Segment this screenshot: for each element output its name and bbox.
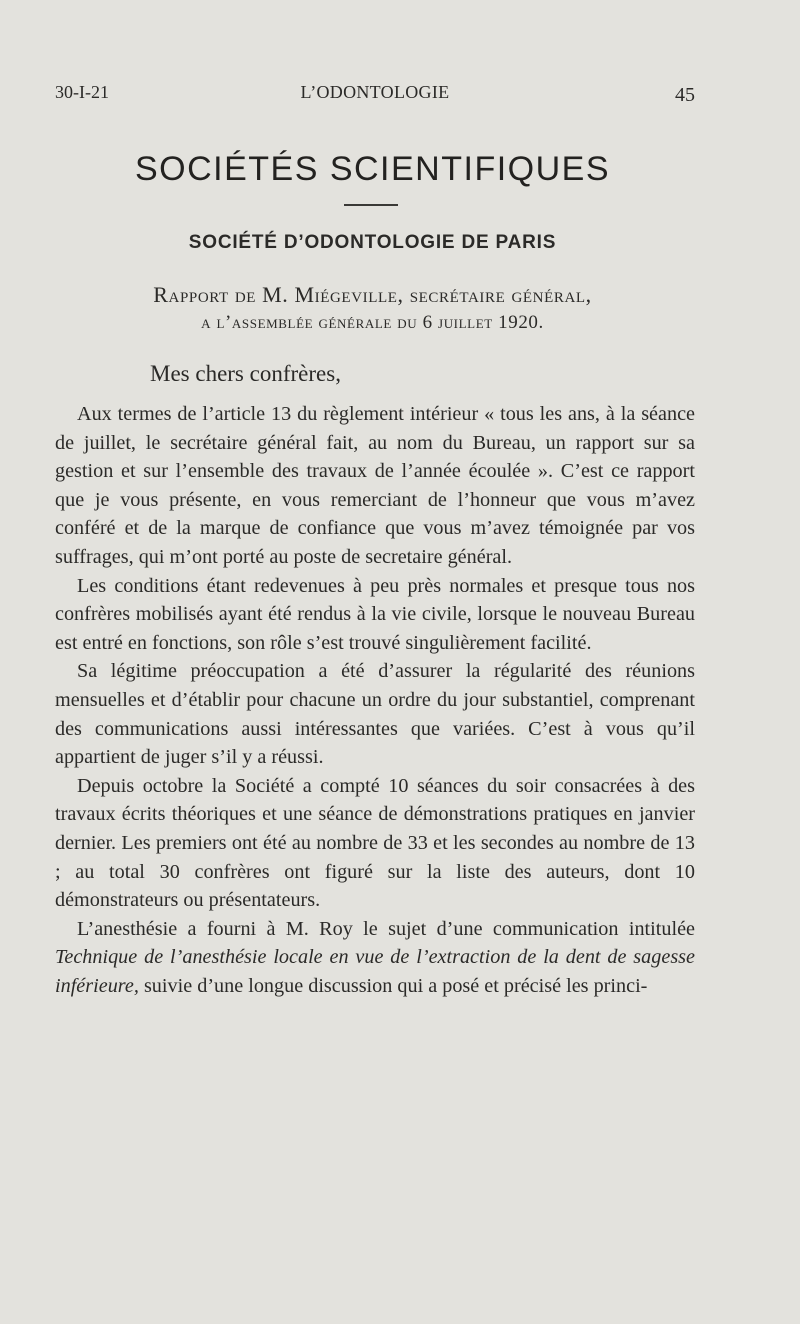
journal-title: L’ODONTOLOGIE <box>300 82 450 102</box>
paragraph <box>55 915 695 1001</box>
section-title: SOCIÉTÉS SCIENTIFIQUES <box>134 150 611 188</box>
paragraph-text: suivie d’une longue discussion qui a posé et précisé les princi- <box>138 974 648 997</box>
issue-date: 30-I-21 <box>55 82 109 102</box>
running-head <box>55 82 695 106</box>
page-number: 45 <box>675 84 695 106</box>
paragraph: Les conditions étant redevenues à peu près normales et presque tous nos confrères mobilisés ayant été rendus à la vie civile, lorsque le nouveau Bureau est entré en fonctions, son rôle s’est trouvé singulièrement facilité. <box>55 574 695 654</box>
report-heading-line-1: Rapport de M. Miégeville, secrétaire général, <box>153 282 592 307</box>
title-divider <box>344 204 398 206</box>
communication-title: Technique de l’anesthésie locale en vue de l’extraction de la dent de sagesse inférieure, <box>55 946 695 997</box>
paragraph-text: L’anesthésie a fourni à M. Roy le sujet d’une communication intitulée <box>77 917 695 940</box>
report-heading-line-2: a l’assemblée générale du 6 juillet 1920. <box>201 312 544 333</box>
paragraph: Aux termes de l’article 13 du règlement intérieur « tous les ans, à la séance de juillet, le secrétaire général fait, au nom du Bureau, un rapport sur sa gestion et sur l’ensemble des travaux de l’année écoulée ». C’est ce rapport que je vous présente, en vous remerciant de l’honneur que vous m’avez conféré et de la marque de confiance que vous m’avez témoignée par vos suffrages, qui m’ont porté au poste de secretaire général. <box>55 403 695 568</box>
article-body <box>55 400 695 1000</box>
society-heading: SOCIÉTÉ D’ODONTOLOGIE DE PARIS <box>188 232 557 253</box>
paragraph: Depuis octobre la Société a compté 10 séances du soir consacrées à des travaux écrits théoriques et une séance de démonstrations pratiques en janvier dernier. Les premiers ont été au nombre de 33 et les secondes au nombre de 13 ; au total 30 confrères ont figuré sur la liste des auteurs, dont 10 démonstrateurs ou présentateurs. <box>55 774 695 912</box>
salutation: Mes chers confrères, <box>150 361 341 386</box>
paragraph: Sa légitime préoccupation a été d’assurer la régularité des réunions mensuelles et d’établir pour chacune un ordre du jour substantiel, comprenant des communications aussi intéressantes que variées. C’est à vous qu’il appartient de juger s’il y a réussi. <box>55 660 695 769</box>
